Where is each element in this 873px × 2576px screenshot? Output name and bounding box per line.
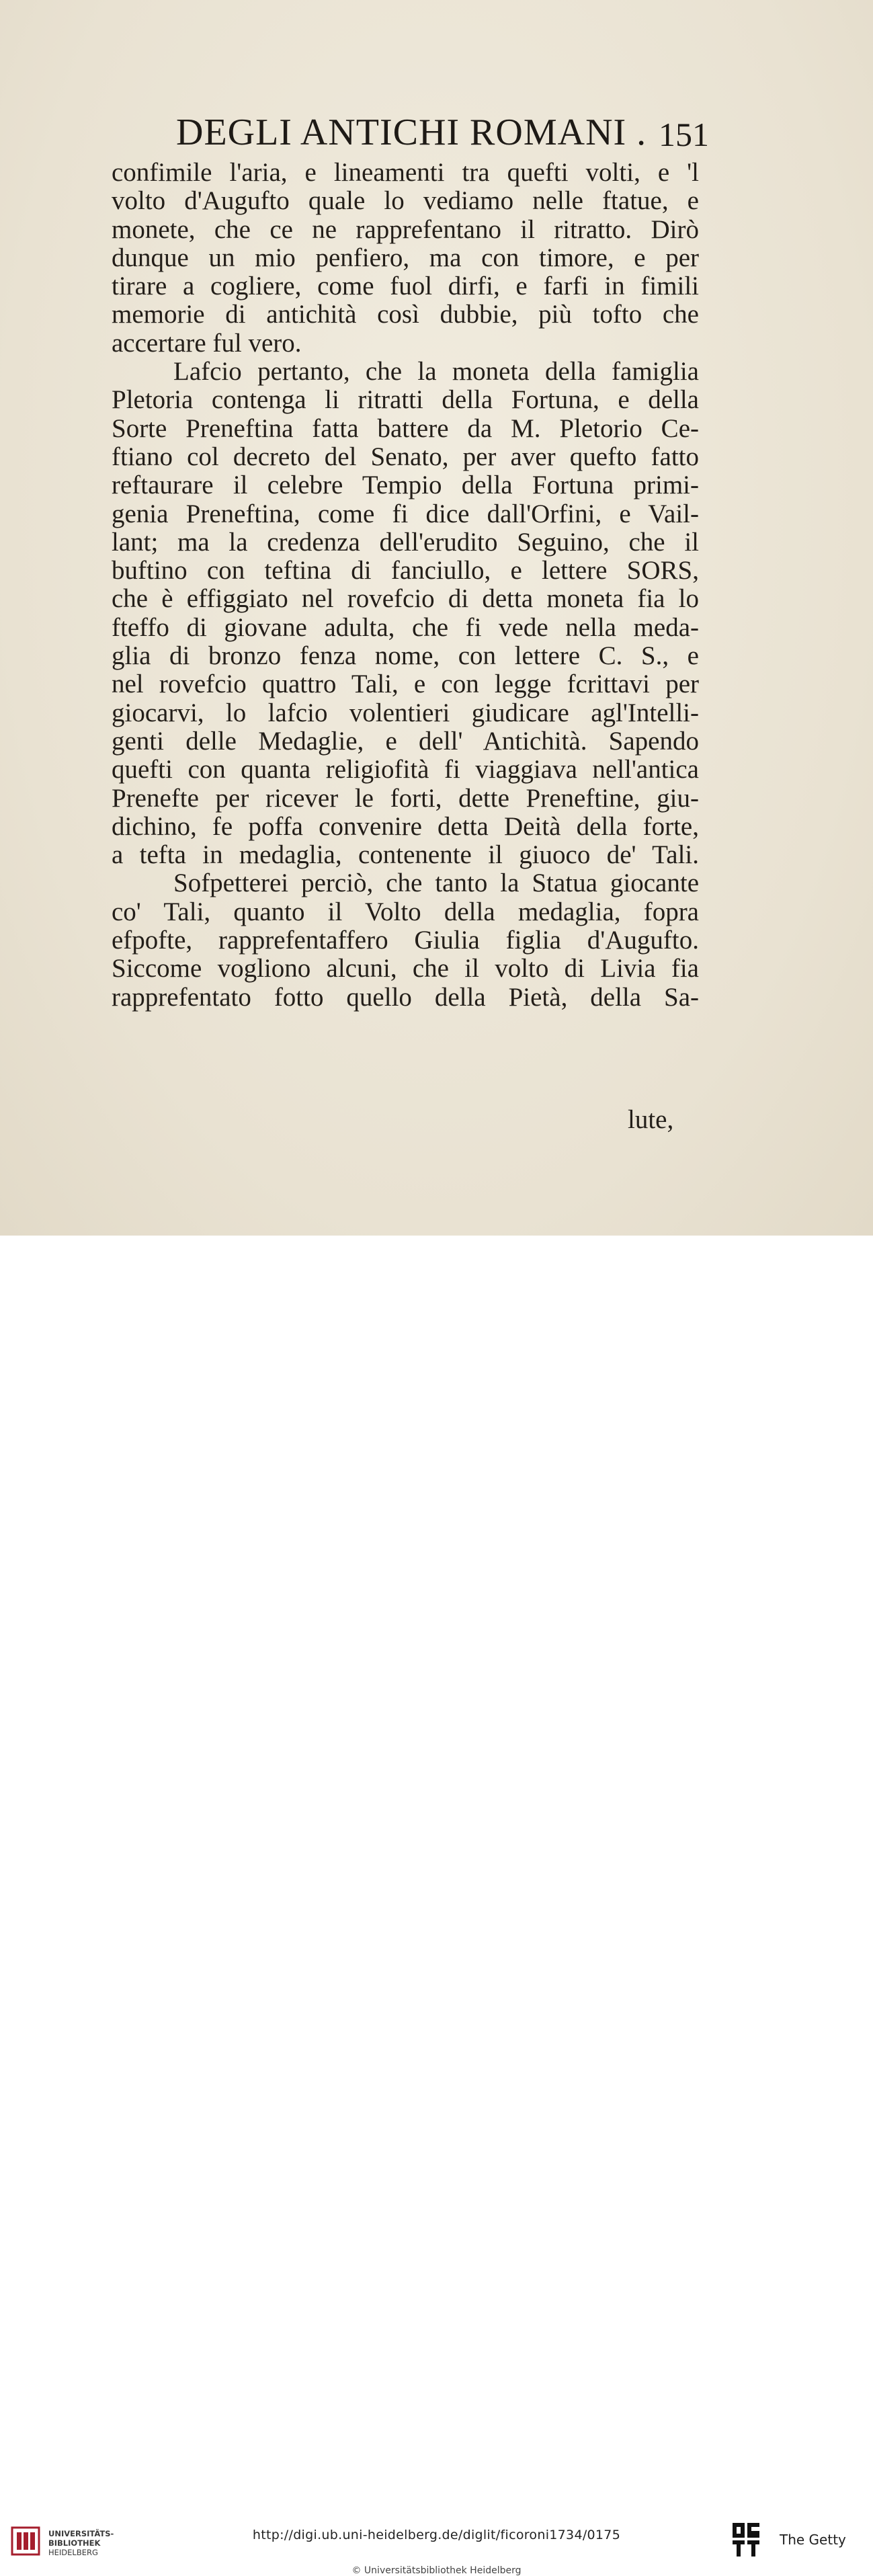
text-line: Sofpetterei perciò, che tanto la Statua giocante: [173, 869, 699, 898]
text-line: volto d'Augufto quale lo vediamo nelle ftatue, e: [112, 186, 699, 216]
text-line: monete, che ce ne rapprefentano il ritratto. Dirò: [112, 214, 699, 244]
text-line: a tefta in medaglia, contenente il giuoco de' Tali.: [112, 840, 699, 870]
permalink-url[interactable]: http://digi.ub.uni-heidelberg.de/diglit/ficoroni1734/0175: [252, 2528, 621, 2542]
viewer-footer: [0, 1236, 873, 2576]
text-line: fteffo di giovane adulta, che fi vede nella meda-: [112, 612, 699, 642]
text-line: genti delle Medaglie, e dell' Antichità. Sapendo: [112, 726, 699, 756]
text-line: dunque un mio penfiero, ma con timore, e per: [112, 243, 699, 272]
library-name-line: UNIVERSITÄTS-: [48, 2529, 114, 2538]
getty-logo-icon: [731, 2522, 761, 2559]
text-line: quefti con quanta religiofità fi viaggiava nell'antica: [112, 755, 699, 784]
text-line: efpofte, rapprefentaffero Giulia figlia d'Augufto.: [112, 926, 699, 955]
catchword: lute,: [628, 1105, 674, 1134]
text-line: Lafcio pertanto, che la moneta della famiglia: [173, 357, 699, 387]
text-line: buftino con teftina di fanciullo, e lettere SORS,: [112, 556, 699, 586]
text-line: rapprefentato fotto quello della Pietà, della Sa-: [112, 982, 699, 1012]
text-line: lant; ma la credenza dell'erudito Seguino, che il: [112, 527, 699, 557]
text-line: reftaurare il celebre Tempio della Fortuna primi-: [112, 471, 699, 500]
copyright-notice: © Universitätsbibliothek Heidelberg: [351, 2565, 522, 2576]
getty-name: The Getty: [780, 2532, 846, 2548]
library-name-line: HEIDELBERG: [48, 2548, 98, 2557]
text-line: glia di bronzo fenza nome, con lettere C. S., e: [112, 641, 699, 671]
library-name-line: BIBLIOTHEK: [48, 2538, 101, 2548]
text-line: tirare a cogliere, come fuol dirfi, e farfi in fimili: [112, 272, 699, 301]
text-line: dichino, fe poffa convenire detta Deità della forte,: [112, 811, 699, 841]
scanned-page: [0, 0, 873, 1236]
text-line: accertare ful vero.: [112, 328, 302, 358]
text-line: Pletoria contenga li ritratti della Fortuna, e della: [112, 385, 699, 415]
text-line: memorie di antichità così dubbie, più tofto che: [112, 300, 699, 329]
running-head: DEGLI ANTICHI ROMANI .: [176, 112, 647, 153]
text-line: Siccome vogliono alcuni, che il volto di Livia fia: [112, 954, 699, 983]
body-text: [112, 159, 699, 1012]
text-line: Prenefte per ricever le forti, dette Preneftine, giu-: [112, 783, 699, 813]
text-line: nel rovefcio quattro Tali, e con legge fcrittavi per: [112, 670, 699, 699]
text-line: co' Tali, quanto il Volto della medaglia, fopra: [112, 897, 699, 926]
text-line: Sorte Preneftina fatta battere da M. Pletorio Ce-: [112, 413, 699, 443]
text-line: che è effiggiato nel rovefcio di detta moneta fia lo: [112, 584, 699, 614]
text-line: ftiano col decreto del Senato, per aver quefto fatto: [112, 442, 699, 471]
text-line: giocarvi, lo lafcio volentieri giudicare agl'Intelli-: [112, 698, 699, 727]
text-line: genia Preneftina, come fi dice dall'Orfini, e Vail-: [112, 499, 699, 528]
page-number: 151: [659, 116, 709, 153]
text-line: confimile l'aria, e lineamenti tra quefti volti, e 'l: [112, 158, 699, 187]
